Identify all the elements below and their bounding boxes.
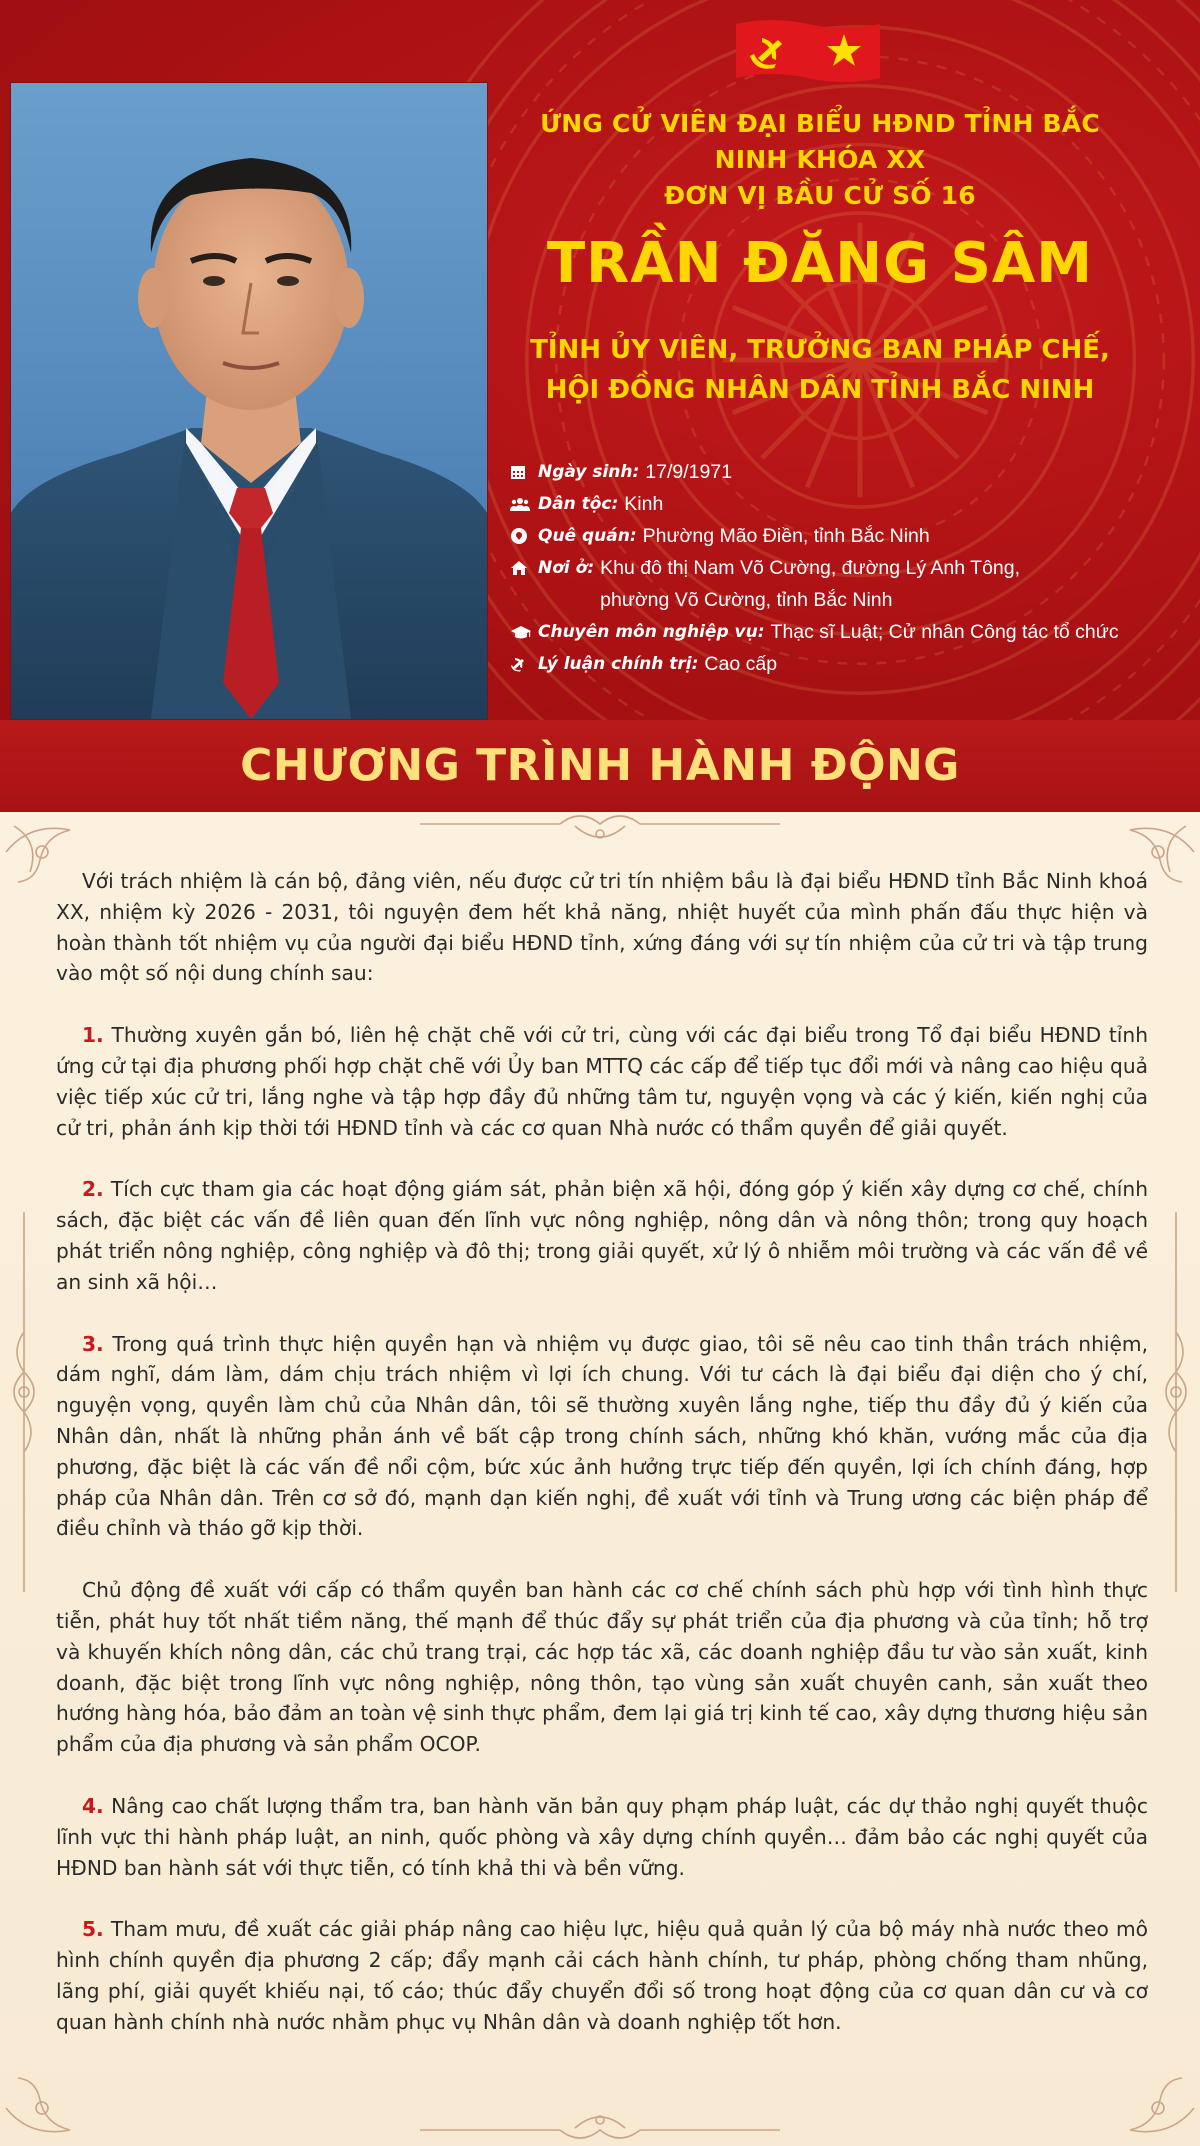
info-value: Cao cấp: [704, 653, 778, 675]
program-intro: Với trách nhiệm là cán bộ, đảng viên, nếu được cử tri tín nhiệm bầu là đại biểu HĐND tỉnh Bắc Ninh khoá XX, nhiệm kỳ 2026 - 2031, tôi nguyện đem hết khả năng, nhiệt huyết của mình phấn đấu thực hiện và hoàn thành tốt nhiệm vụ của người đại biểu HĐND tỉnh, xứng đáng với sự tín nhiệm của cử tri và tập trung vào một số nội dung chính sau:: [56, 869, 1148, 986]
item-number: 4.: [82, 1793, 104, 1818]
info-label: Nơi ở:: [538, 558, 595, 578]
info-row-hometown: [510, 520, 1190, 552]
info-row-residence: [510, 552, 1190, 616]
info-label: Quê quán:: [538, 526, 637, 546]
item-text: Tích cực tham gia các hoạt động giám sát, phản biện xã hội, đóng góp ý kiến xây dựng cơ chế, chính sách, đặc biệt các vấn đề liên quan đến lĩnh vực nông nghiệp, nông dân và nông thôn; trong quy hoạch phát triển nông nghiệp, công nghiệp và đô thị; trong giải quyết, xử lý ô nhiễm môi trường và các vấn đề về an sinh xã hội…: [56, 1177, 1149, 1294]
program-item-2: [56, 1174, 1148, 1297]
candidate-portrait: [10, 82, 488, 720]
candidate-info-list: [510, 456, 1190, 680]
info-row-specialty: [510, 616, 1190, 648]
info-value: Kinh: [624, 493, 664, 515]
program-banner: [0, 720, 1200, 812]
election-line-1: ỨNG CỬ VIÊN ĐẠI BIỂU HĐND TỈNH BẮC NINH KHÓA XX: [540, 109, 1100, 174]
program-title: CHƯƠNG TRÌNH HÀNH ĐỘNG: [240, 740, 960, 791]
item-text: Thường xuyên gắn bó, liên hệ chặt chẽ với cử tri, cùng với các đại biểu trong Tổ đại biểu HĐND tỉnh ứng cử tại địa phương phối hợp chặt chẽ với Ủy ban MTTQ các cấp để tiếp tục đổi mới và nâng cao hiệu quả việc tiếp xúc cử tri, lắng nghe và tập hợp đầy đủ những tâm tư, nguyện vọng và các ý kiến, kiến nghị của cử tri, phản ánh kịp thời tới HĐND tỉnh và các cơ quan Nhà nước có thẩm quyền để giải quyết.: [56, 1023, 1149, 1140]
item-text: Nâng cao chất lượng thẩm tra, ban hành văn bản quy phạm pháp luật, các dự thảo nghị quyết thuộc lĩnh vực thi hành pháp luật, an ninh, quốc phòng và xây dựng chính quyền… đảm bảo các nghị quyết của HĐND ban hành sát với thực tiễn, có tính khả thi và bền vững.: [56, 1793, 1148, 1880]
info-value: Thạc sĩ Luật; Cử nhân Công tác tổ chức: [770, 621, 1119, 643]
program-item-3: [56, 1329, 1148, 1545]
candidate-name: TRẦN ĐĂNG SÂM: [546, 231, 1093, 296]
item-number: 1.: [82, 1023, 104, 1048]
people-icon: [510, 488, 532, 520]
item-number: 5.: [82, 1917, 104, 1942]
item-text: Trong quá trình thực hiện quyền hạn và nhiệm vụ được giao, tôi sẽ nêu cao tinh thần trách nhiệm, dám nghĩ, dám làm, dám chịu trách nhiệm vì lợi ích chung. Với tư cách là đại biểu đại diện cho ý chí, nguyện vọng, quyền làm chủ của Nhân dân, tôi sẽ thường xuyên lắng nghe, tiếp thu đầy đủ ý kiến của Nhân dân, nhất là những phản ánh về bất cập trong chính sách, những khó khăn, vướng mắc của địa phương, đặc biệt là các vấn đề nổi cộm, bức xúc ảnh hưởng trực tiếp đến quyền, lợi ích chính đáng, hợp pháp của Nhân dân. Trên cơ sở đó, mạnh dạn kiến nghị, đề xuất với tỉnh và Trung ương các biện pháp để điều chỉnh và tháo gỡ kịp thời.: [56, 1331, 1148, 1541]
party-flag-icon: [732, 16, 884, 86]
item-text: Tham mưu, đề xuất các giải pháp nâng cao hiệu lực, hiệu quả quản lý của bộ máy nhà nước theo mô hình chính quyền địa phương 2 cấp; đẩy mạnh cải cách hành chính, tư pháp, phòng chống tham nhũng, lãng phí, giải quyết khiếu nại, tố cáo; thúc đẩy chuyển đổi số trong hoạt động của cơ quan dân cư và cơ quan hành chính nhà nước nhằm phục vụ Nhân dân và doanh nghiệp tốt hơn.: [56, 1917, 1149, 2034]
program-content: [56, 866, 1148, 2069]
program-item-5: [56, 1914, 1148, 2037]
position-line-1: TỈNH ỦY VIÊN, TRƯỞNG BAN PHÁP CHẾ,: [530, 335, 1110, 365]
program-extra: Chủ động đề xuất với cấp có thẩm quyền ban hành các cơ chế chính sách phù hợp với tình hình thực tiễn, phát huy tốt nhất tiềm năng, thế mạnh để thúc đẩy sự phát triển của địa phương và của tỉnh; hỗ trợ và khuyến khích nông dân, các chủ trang trại, các hợp tác xã, các doanh nghiệp đầu tư vào sản xuất, kinh doanh, đặc biệt trong lĩnh vực nông nghiệp, nông thôn, tạo vùng sản xuất chuyên canh, sản xuất theo hướng hàng hóa, bảo đảm an toàn vệ sinh thực phẩm, đem lại giá trị kinh tế cao, xây dựng thương hiệu sản phẩm của địa phương và sản phẩm OCOP.: [56, 1578, 1148, 1757]
position-line-2: HỘI ĐỒNG NHÂN DÂN TỈNH BẮC NINH: [545, 375, 1095, 405]
program-item-1: [56, 1020, 1148, 1143]
info-row-ethnicity: [510, 488, 1190, 520]
info-label: Dân tộc:: [538, 494, 619, 514]
info-row-political-theory: [510, 648, 1190, 680]
info-row-birthdate: [510, 456, 1190, 488]
calendar-icon: [510, 456, 532, 488]
info-label: Ngày sinh:: [538, 462, 640, 482]
info-value-line-2: phường Võ Cường, tỉnh Bắc Ninh: [600, 589, 893, 611]
hammer-sickle-icon: [510, 648, 532, 680]
item-number: 2.: [82, 1177, 104, 1202]
candidate-header: [0, 0, 1200, 720]
info-value: Phường Mão Điền, tỉnh Bắc Ninh: [642, 525, 930, 547]
home-icon: [510, 552, 532, 584]
location-pin-icon: [510, 520, 532, 552]
program-item-4: [56, 1791, 1148, 1883]
item-number: 3.: [82, 1331, 104, 1356]
program-section: [0, 812, 1200, 2146]
info-label: Chuyên môn nghiệp vụ:: [538, 622, 765, 642]
info-value: 17/9/1971: [645, 461, 733, 483]
graduation-cap-icon: [510, 616, 532, 648]
election-title: [500, 106, 1140, 214]
info-label: Lý luận chính trị:: [538, 654, 699, 674]
info-value-line-1: Khu đô thị Nam Võ Cường, đường Lý Anh Tông,: [600, 557, 1021, 579]
election-line-2: ĐƠN VỊ BẦU CỬ SỐ 16: [664, 181, 976, 210]
candidate-position: [500, 330, 1140, 410]
info-value: [600, 552, 1020, 616]
